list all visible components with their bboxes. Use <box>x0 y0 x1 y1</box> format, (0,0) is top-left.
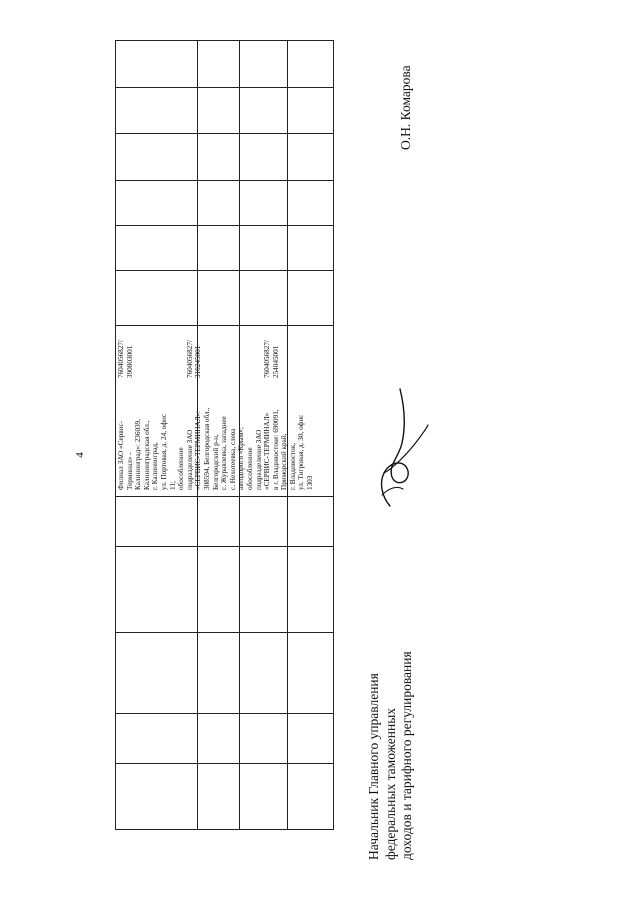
address-line: обособленное <box>245 447 254 490</box>
address-line: ул. Портовая, д. 24, офис <box>159 413 168 490</box>
kpp-value: 390803001 <box>125 345 134 378</box>
address-line: Калининград»: 236039, <box>134 418 143 490</box>
signatory-name: О.Н. Комарова <box>398 65 413 150</box>
address-line: Терминал» - <box>125 452 134 490</box>
table-row-divider <box>116 546 333 547</box>
address-line: 308594, Белгородская обл., <box>202 407 211 490</box>
page-number: 4 <box>74 452 86 458</box>
address-line: Филиал ЗАО «Сервис- <box>117 420 125 490</box>
table-row-divider <box>116 133 333 134</box>
address-line: «СЕРВИС-ТЕРМИНАЛ» <box>263 412 272 490</box>
address-line: 1303 <box>306 475 315 490</box>
inn-value: 7604056827/ <box>263 340 272 378</box>
address-line: с. Журавлевка, западнее <box>220 416 229 490</box>
address-line: автодороги «Крым»; <box>237 427 246 490</box>
kpp-value: 310245001 <box>194 345 203 378</box>
table-row-divider <box>116 496 333 497</box>
address-line: 11; <box>168 481 177 490</box>
signatory-title <box>366 600 416 860</box>
address-line: обособленное <box>177 447 186 490</box>
address-line: подразделение ЗАО <box>185 429 194 490</box>
signatory-title-line: Начальник Главного управления <box>366 673 381 860</box>
signatory-title-line: доходов и тарифного регулирования <box>399 651 414 860</box>
inn-value: 7604056827/ <box>185 340 194 378</box>
signatory-title-line: федеральных таможенных <box>382 707 398 860</box>
address-line: ул. Тигровая, д. 30, офис <box>297 414 306 490</box>
address-line: Белгородский р-н, <box>211 434 220 490</box>
table-row-divider <box>116 87 333 88</box>
table-row-divider <box>116 180 333 181</box>
table-row-divider <box>116 763 333 764</box>
inn-value: 7604056827/ <box>117 340 125 378</box>
address-line: г. Владивосток, <box>288 442 297 490</box>
address-line: подразделение ЗАО <box>254 429 263 490</box>
address-line: с. Нехотеевка, слева <box>228 428 237 490</box>
address-line: «СЕРВИС-ТЕРМИНАЛ»: <box>194 410 203 490</box>
handwritten-signature <box>370 385 430 510</box>
table-row-divider <box>116 632 333 633</box>
address-line: Калининградская обл., <box>142 420 151 490</box>
table-row-divider <box>116 225 333 226</box>
table-row-divider <box>116 713 333 714</box>
address-line: в г. Владивостоке: 690091, <box>271 409 280 490</box>
kpp-value: 254045001 <box>271 345 280 378</box>
address-line: г. Калининград, <box>151 442 160 490</box>
table-cell-inn-kpp <box>117 242 280 378</box>
address-line: Приморский край, <box>280 433 289 490</box>
